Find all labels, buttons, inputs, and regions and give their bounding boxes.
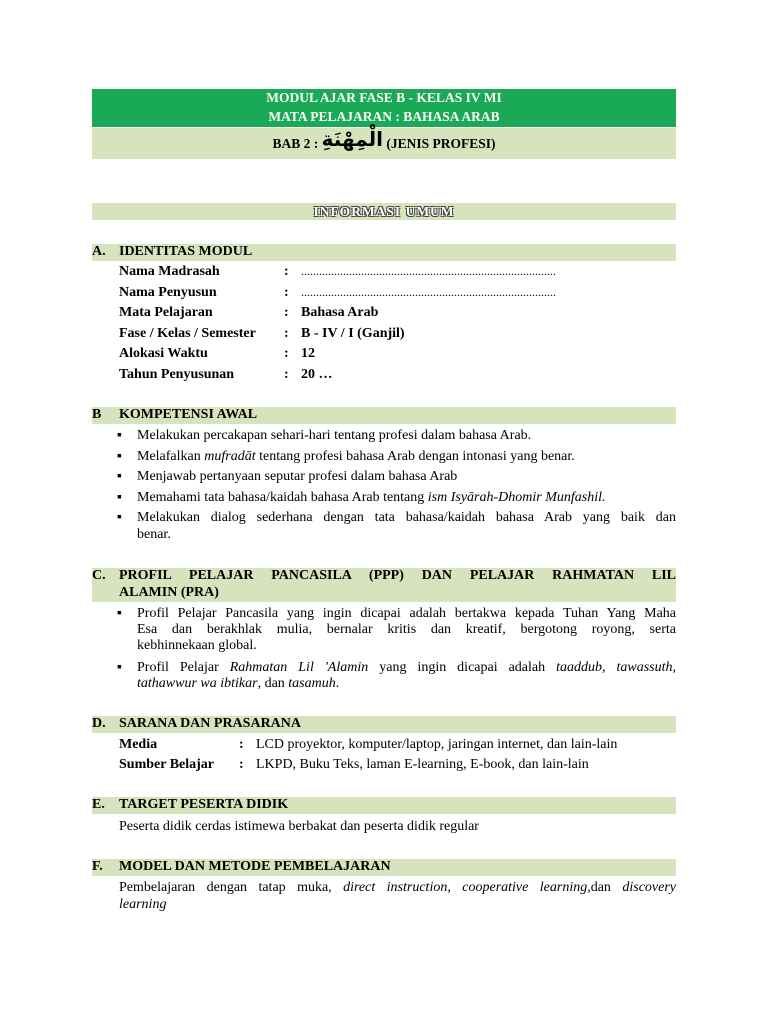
section-a-header: [92, 244, 676, 261]
bullet-icon: ▪: [117, 469, 122, 484]
section-d-title: SARANA DAN PRASARANA: [119, 716, 302, 731]
method-text-line1: Pembelajaran dengan tatap muka, direct instruction, cooperative learning,dan discovery: [119, 880, 677, 895]
section-a-title: IDENTITAS MODUL: [119, 244, 253, 259]
identity-label: Alokasi Waktu: [119, 346, 208, 361]
identity-value: 20 …: [301, 367, 333, 382]
facility-value: LKPD, Buku Teks, laman E-learning, E-book, dan lain-lain: [256, 757, 589, 772]
identity-value: 12: [301, 346, 315, 361]
bullet-icon: ▪: [117, 606, 122, 621]
section-c-header: [92, 568, 676, 602]
bullet-icon: ▪: [117, 510, 122, 525]
chapter-prefix: BAB 2 :: [272, 136, 319, 151]
facility-colon: :: [239, 737, 244, 752]
list-item: Profil Pelajar Pancasila yang ingin dicapai adalah bertakwa kepada Tuhan Yang Maha: [137, 606, 676, 621]
identity-value: .....................................................................................: [301, 285, 556, 299]
identity-label: Nama Madrasah: [119, 264, 220, 279]
identity-label: Nama Penyusun: [119, 285, 217, 300]
target-text: Peserta didik cerdas istimewa berbakat dan peserta didik regular: [119, 819, 479, 834]
facility-value: LCD proyektor, komputer/laptop, jaringan internet, dan lain-lain: [256, 737, 618, 752]
bullet-icon: ▪: [117, 490, 122, 505]
list-item: Profil Pelajar Rahmatan Lil 'Alamin yang ingin dicapai adalah taaddub, tawassuth,: [137, 660, 676, 675]
identity-label: Tahun Penyusunan: [119, 367, 235, 382]
section-e-header: [92, 797, 676, 814]
identity-colon: :: [284, 346, 289, 361]
section-c-key: C.: [92, 568, 106, 583]
identity-colon: :: [284, 367, 289, 382]
section-e-title: TARGET PESERTA DIDIK: [119, 797, 289, 812]
section-e-key: E.: [92, 797, 105, 812]
list-item-continuation: benar.: [137, 527, 171, 542]
facility-label: Media: [119, 737, 158, 752]
identity-value: .....................................................................................: [301, 264, 556, 278]
info-title: INFORMASI UMUM: [92, 203, 676, 220]
section-d-key: D.: [92, 716, 106, 731]
bullet-icon: ▪: [117, 660, 122, 675]
list-item-continuation: kebhinnekaan global.: [137, 638, 257, 653]
section-c-title-line1: PROFIL PELAJAR PANCASILA (PPP) DAN PELAJAR RAHMATAN LIL: [119, 568, 676, 583]
list-item: Melakukan dialog sederhana dengan tata bahasa/kaidah bahasa Arab yang baik dan: [137, 510, 676, 525]
section-b-title: KOMPETENSI AWAL: [119, 407, 258, 422]
list-item: Menjawab pertanyaan seputar profesi dalam bahasa Arab: [137, 469, 458, 484]
chapter-suffix: (JENIS PROFESI): [386, 136, 496, 151]
module-title-line1: MODUL AJAR FASE B - KELAS IV MI: [266, 90, 502, 105]
facility-colon: :: [239, 757, 244, 772]
identity-colon: :: [284, 264, 289, 279]
section-d-header: [92, 716, 676, 733]
section-c-title-line2: ALAMIN (PRA): [119, 585, 219, 600]
list-item: Melakukan percakapan sehari-hari tentang profesi dalam bahasa Arab.: [137, 428, 532, 443]
module-title-banner: [92, 89, 676, 127]
chapter-banner: [92, 128, 676, 159]
identity-value: Bahasa Arab: [301, 305, 379, 320]
list-item-continuation: Esa dan berakhlak mulia, bernalar kritis dan kreatif, bergotong royong, serta: [137, 622, 676, 637]
method-text-line2: learning: [119, 897, 167, 912]
list-item: Melafalkan mufradāt tentang profesi bahasa Arab dengan intonasi yang benar.: [137, 449, 575, 464]
section-f-title: MODEL DAN METODE PEMBELAJARAN: [119, 859, 391, 874]
section-f-header: [92, 859, 676, 876]
identity-label: Fase / Kelas / Semester: [119, 326, 256, 341]
identity-label: Mata Pelajaran: [119, 305, 213, 320]
identity-colon: :: [284, 285, 289, 300]
identity-colon: :: [284, 326, 289, 341]
section-f-key: F.: [92, 859, 103, 874]
section-b-key: B: [92, 407, 102, 422]
section-b-header: [92, 407, 676, 424]
bullet-icon: ▪: [117, 428, 122, 443]
bullet-icon: ▪: [117, 449, 122, 464]
facility-label: Sumber Belajar: [119, 757, 215, 772]
chapter-arabic: الْمِهْنَةِ: [321, 127, 383, 151]
identity-value: B - IV / I (Ganjil): [301, 326, 405, 341]
module-title-line2: MATA PELAJARAN : BAHASA ARAB: [268, 109, 500, 124]
list-item: Memahami tata bahasa/kaidah bahasa Arab tentang ism Isyārah-Dhomir Munfashil.: [137, 490, 606, 505]
identity-colon: :: [284, 305, 289, 320]
list-item-continuation: tathawwur wa ibtikar, dan tasamuh.: [137, 676, 340, 691]
section-a-key: A.: [92, 244, 106, 259]
